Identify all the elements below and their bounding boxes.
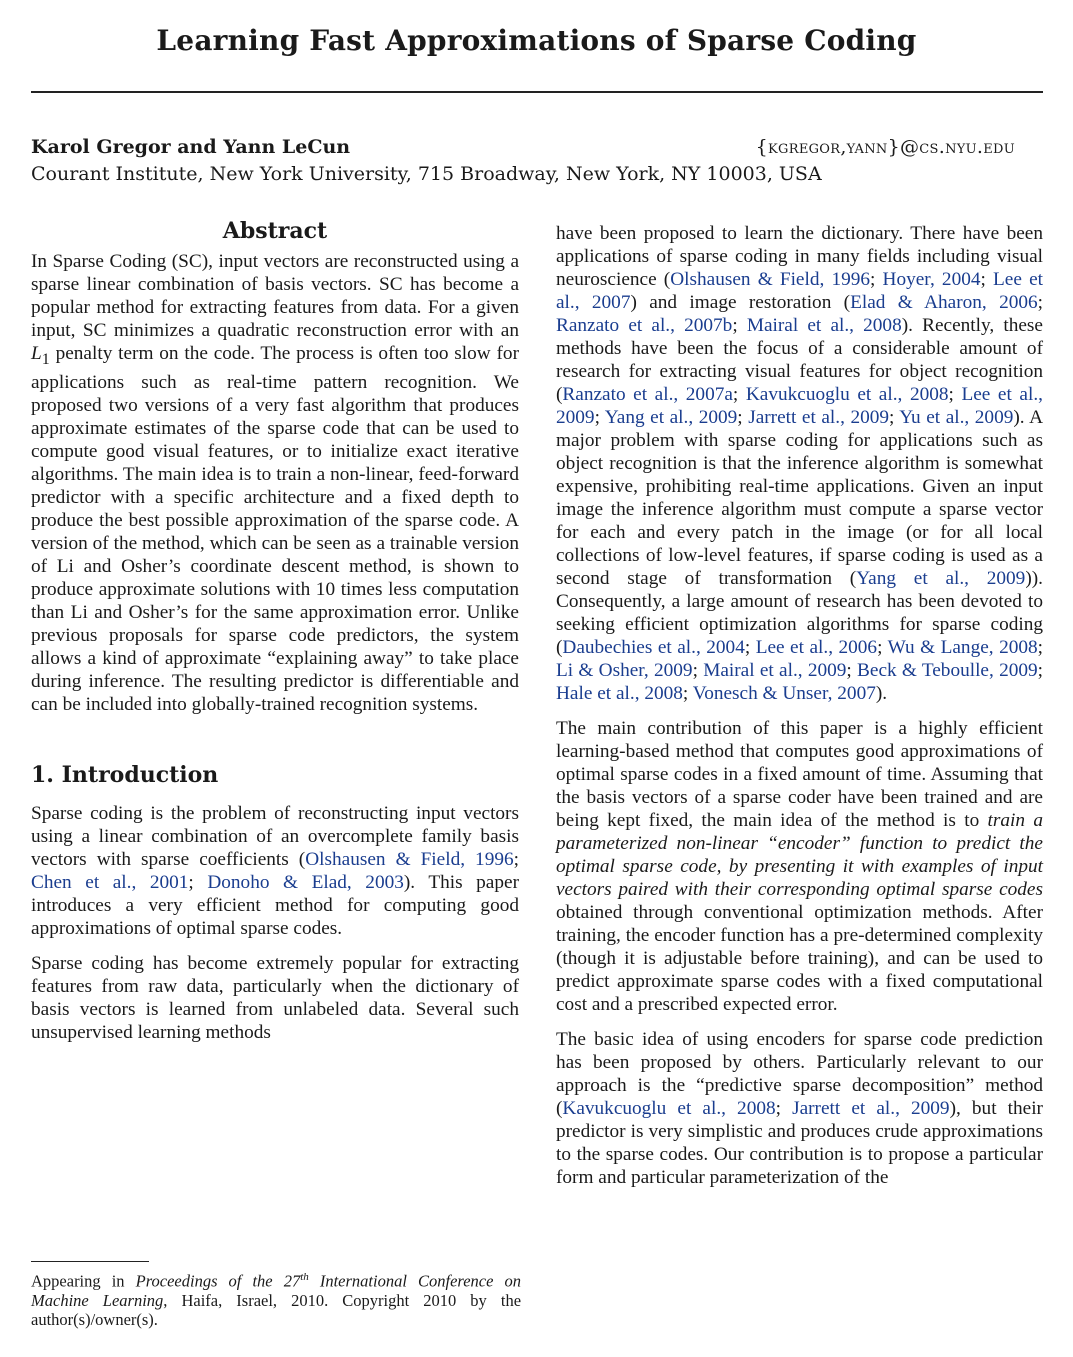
citation-link[interactable]: Mairal et al., 2008 [746, 315, 902, 336]
citation-link[interactable]: Lee et al., 2007 [556, 269, 1043, 313]
citation-link[interactable]: Wu & Lange, 2008 [887, 637, 1038, 658]
footnote: Appearing in Proceedings of the 27th International Conference on Machine Learning, Haifa, Israel, 2010. Copyright 2010 by the author(s)/owner(s). [31, 1271, 522, 1329]
citation-link[interactable]: Lee et al., 2009 [556, 384, 1043, 428]
citation-link[interactable]: Yang et al., 2009 [856, 568, 1026, 589]
citation-link[interactable]: Hale et al., 2008 [556, 683, 683, 704]
citation-link[interactable]: Daubechies et al., 2004 [562, 637, 745, 658]
citation-link[interactable]: Jarrett et al., 2009 [748, 407, 890, 428]
left-column [31, 218, 519, 1056]
citation-link[interactable]: Li & Osher, 2009 [556, 660, 693, 681]
intro-paragraph-1: Sparse coding is the problem of reconstructing input vectors using a linear combination of an overcomplete family basis vectors with sparse coefficients (Olshausen & Field, 1996; Chen et al., 2001; Donoho & Elad, 2003). This paper introduces a very efficient method for computing good approximations of optimal sparse codes. [31, 802, 519, 939]
citation-link[interactable]: Jarrett et al., 2009 [792, 1098, 950, 1119]
citation-link[interactable]: Kavukcuoglu et al., 2008 [745, 384, 949, 405]
citation-link[interactable]: Donoho & Elad, 2003 [207, 871, 404, 893]
citation-link[interactable]: Olshausen & Field, 1996 [305, 848, 514, 870]
citation-link[interactable]: Hoyer, 2004 [882, 269, 981, 290]
author-names: Karol Gregor and Yann LeCun [31, 136, 351, 158]
citation-link[interactable]: Beck & Teboulle, 2009 [857, 660, 1038, 681]
right-column [556, 222, 1043, 1201]
right-paragraph-1: have been proposed to learn the dictionary. There have been applications of sparse coding in many fields including visual neuroscience (Olshausen & Field, 1996; Hoyer, 2004; Lee et al., 2007) and image restoration (Elad & Aharon, 2006; Ranzato et al., 2007b; Mairal et al., 2008). Recently, these methods have been the focus of a considerable amount of research for extracting visual features for object recognition (Ranzato et al., 2007a; Kavukcuoglu et al., 2008; Lee et al., 2009; Yang et al., 2009; Jarrett et al., 2009; Yu et al., 2009). A major problem with sparse coding for applications such as object recognition is that the inference algorithm is somewhat expensive, prohibiting real-time applications. Given an input image the inference algorithm must compute a sparse vector for each and every patch in the image (or for all local collections of low-level features, if sparse coding is used as a second stage of transformation (Yang et al., 2009)). Consequently, a large amount of research has been devoted to seeking efficient optimization algorithms for sparse coding (Daubechies et al., 2004; Lee et al., 2006; Wu & Lange, 2008; Li & Osher, 2009; Mairal et al., 2009; Beck & Teboulle, 2009; Hale et al., 2008; Vonesch & Unser, 2007). [556, 223, 1044, 704]
author-affiliation: Courant Institute, New York University, 715 Broadway, New York, NY 10003, USA [31, 163, 822, 185]
citation-link[interactable]: Yang et al., 2009 [604, 407, 738, 428]
citation-link[interactable]: Olshausen & Field, 1996 [670, 269, 871, 290]
citation-link[interactable]: Yu et al., 2009 [899, 407, 1014, 428]
intro-paragraph-2: Sparse coding has become extremely popular for extracting features from raw data, particularly when the dictionary of basis vectors is learned from unlabeled data. Several such unsupervised learning methods [31, 952, 519, 1043]
footnote-rule [31, 1261, 149, 1262]
right-paragraph-3: The basic idea of using encoders for sparse code prediction has been proposed by others. Particularly relevant to our approach is the “predictive sparse decomposition” method (Kavukcuoglu et al., 2008; Jarrett et al., 2009), but their predictor is very simplistic and produces crude approximations to the sparse codes. Our contribution is to propose a particular form and particular parameterization of the [556, 1029, 1043, 1188]
right-paragraph-2: The main contribution of this paper is a highly efficient learning-based method that computes good approximations of optimal sparse codes in a fixed amount of time. Assuming that the basis vectors of a sparse coder have been trained and are being kept fixed, the main idea of the method is to train a parameterized non-linear “encoder” function to predict the optimal sparse code, by presenting it with examples of input vectors paired with their corresponding optimal sparse codes obtained through conventional optimization methods. After training, the encoder function has a pre-determined complexity (though it is adjustable before training), and can be used to predict approximate sparse codes with a fixed computational cost and a prescribed expected error. [556, 718, 1043, 1015]
intro-heading: 1. Introduction [31, 761, 219, 788]
citation-link[interactable]: Kavukcuoglu et al., 2008 [562, 1098, 776, 1119]
paper-title: Learning Fast Approximations of Sparse Coding [156, 24, 917, 57]
citation-link[interactable]: Elad & Aharon, 2006 [850, 292, 1038, 313]
abstract-body: In Sparse Coding (SC), input vectors are reconstructed using a sparse linear combination of basis vectors. SC has become a popular method for extracting features from data. For a given input, SC minimizes a quadratic reconstruction error with an $L_1$ penalty term on the code. The process is often too slow for applications such as real-time pattern recognition. We proposed two versions of a very fast algorithm that produces approximate estimates of the sparse code that can be used to compute good visual features, or to initialize exact iterative algorithms. The main idea is to train a non-linear, feed-forward predictor with a specific architecture and a fixed depth to produce the best possible approximation of the sparse code. A version of the method, which can be seen as a trainable version of Li and Osher’s coordinate descent method, is shown to produce approximate solutions with 10 times less computation than Li and Osher’s for the same approximation error. Unlike previous proposals for sparse code predictors, the system allows a kind of approximate “explaining away” to take place during inference. The resulting predictor is differentiable and can be included into globally-trained recognition systems. [31, 251, 519, 715]
title-rule [31, 91, 1043, 93]
citation-link[interactable]: Chen et al., 2001 [31, 871, 189, 893]
citation-link[interactable]: Vonesch & Unser, 2007 [692, 683, 876, 704]
abstract-heading: Abstract [222, 218, 328, 244]
citation-link[interactable]: Lee et al., 2006 [755, 637, 878, 658]
citation-link[interactable]: Ranzato et al., 2007a [562, 384, 733, 405]
citation-link[interactable]: Ranzato et al., 2007b [556, 315, 733, 336]
author-email: {kgregor,yann}@cs.nyu.edu [755, 136, 1015, 158]
citation-link[interactable]: Mairal et al., 2009 [703, 660, 847, 681]
